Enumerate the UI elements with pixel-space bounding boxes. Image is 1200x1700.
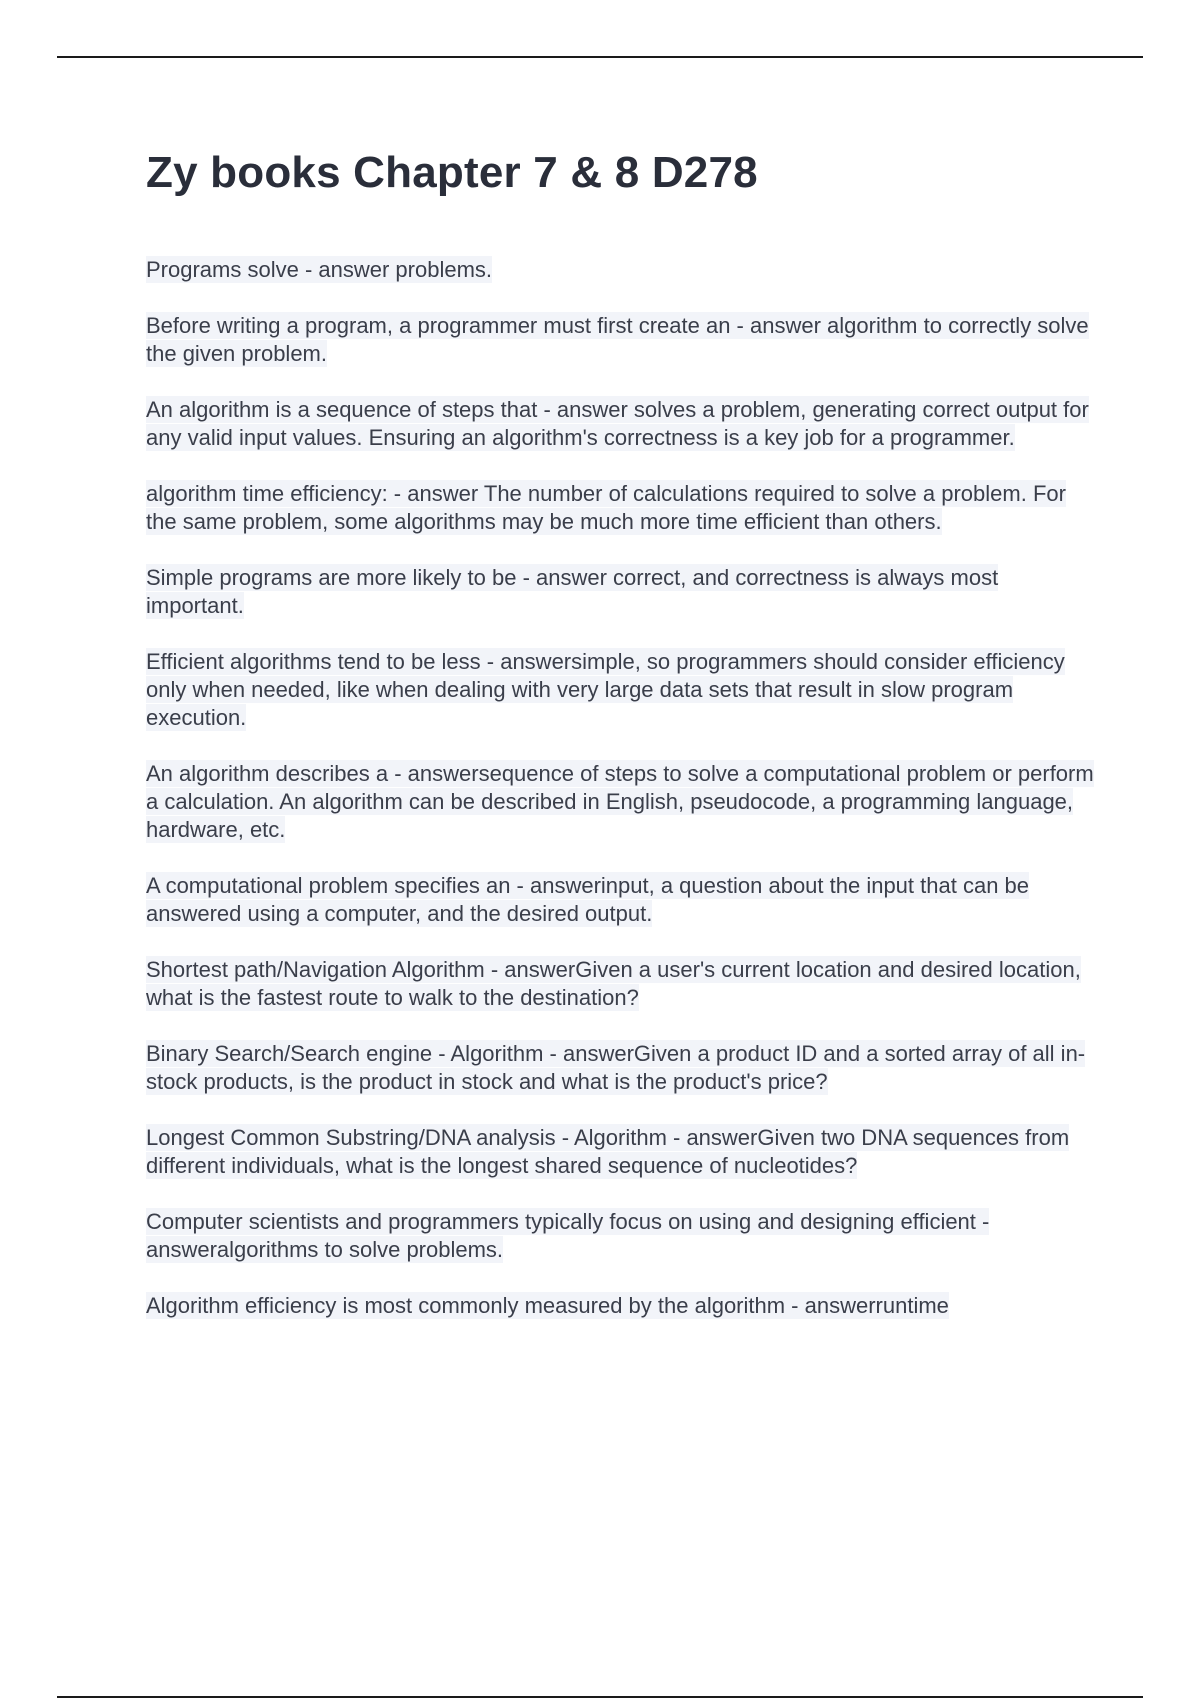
- qa-text: Algorithm efficiency is most commonly measured by the algorithm - answerruntime: [146, 1293, 949, 1318]
- qa-text: Shortest path/Navigation Algorithm - answerGiven a user's current location and desired location, what is the fastest route to walk to the destination?: [146, 957, 1081, 1010]
- qa-item: [146, 956, 1096, 1012]
- qa-text: Computer scientists and programmers typically focus on using and designing efficient - answeralgorithms to solve problems.: [146, 1209, 990, 1262]
- qa-item: [146, 1292, 1096, 1320]
- top-rule: [57, 56, 1143, 58]
- qa-item: [146, 760, 1096, 844]
- qa-text: Longest Common Substring/DNA analysis - Algorithm - answerGiven two DNA sequences from different individuals, what is the longest shared sequence of nucleotides?: [146, 1125, 1070, 1178]
- qa-list: [146, 256, 1096, 1348]
- qa-text: Before writing a program, a programmer must first create an - answer algorithm to correctly solve the given problem.: [146, 313, 1089, 366]
- qa-item: [146, 872, 1096, 928]
- qa-item: [146, 396, 1096, 452]
- qa-item: [146, 480, 1096, 536]
- qa-item: [146, 648, 1096, 732]
- qa-text: Programs solve - answer problems.: [146, 257, 493, 282]
- qa-text: An algorithm describes a - answersequence of steps to solve a computational problem or perform a calculation. An algorithm can be described in English, pseudocode, a programming language, hardware, etc.: [146, 761, 1094, 842]
- qa-item: [146, 1208, 1096, 1264]
- qa-item: [146, 312, 1096, 368]
- qa-item: [146, 1040, 1096, 1096]
- qa-text: Simple programs are more likely to be - answer correct, and correctness is always most important.: [146, 565, 999, 618]
- qa-text: A computational problem specifies an - answerinput, a question about the input that can be answered using a computer, and the desired output.: [146, 873, 1030, 926]
- page-title: Zy books Chapter 7 & 8 D278: [146, 148, 758, 197]
- qa-text: algorithm time efficiency: - answer The number of calculations required to solve a problem. For the same problem, some algorithms may be much more time efficient than others.: [146, 481, 1066, 534]
- qa-item: [146, 1124, 1096, 1180]
- qa-item: [146, 564, 1096, 620]
- qa-text: An algorithm is a sequence of steps that - answer solves a problem, generating correct output for any valid input values. Ensuring an algorithm's correctness is a key job for a programmer.: [146, 397, 1089, 450]
- qa-text: Binary Search/Search engine - Algorithm - answerGiven a product ID and a sorted array of all in-stock products, is the product in stock and what is the product's price?: [146, 1041, 1086, 1094]
- qa-item: [146, 256, 1096, 284]
- bottom-rule: [57, 1696, 1143, 1698]
- qa-text: Efficient algorithms tend to be less - answersimple, so programmers should consider efficiency only when needed, like when dealing with very large data sets that result in slow program execution.: [146, 649, 1065, 730]
